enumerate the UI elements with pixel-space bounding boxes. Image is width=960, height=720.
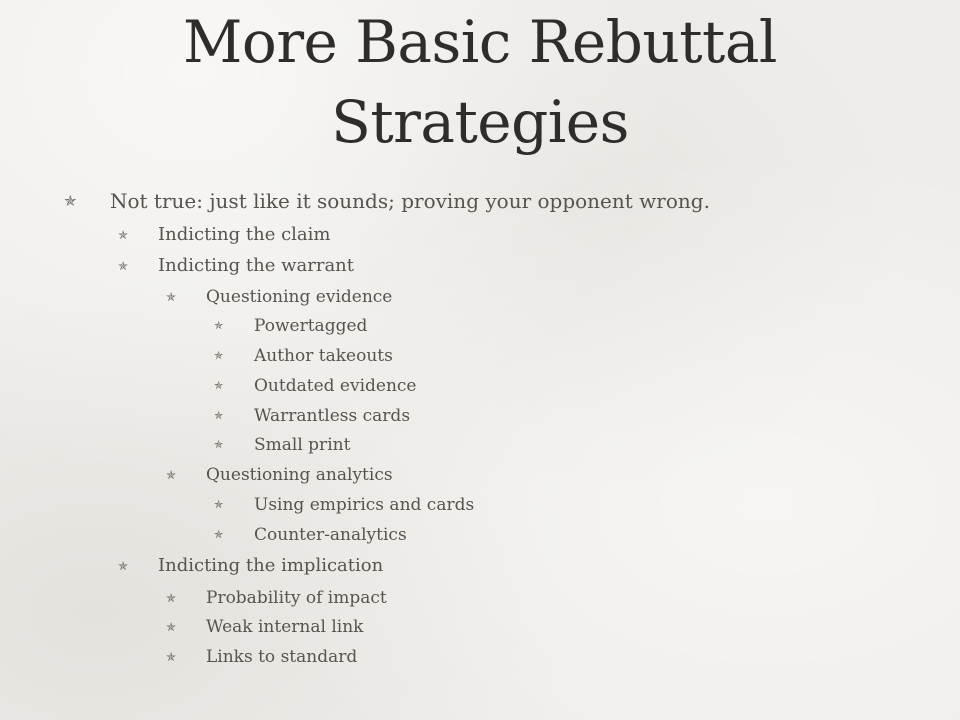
bullet-item (118, 255, 354, 277)
star-icon: ✯ (166, 468, 177, 482)
bullet-item (166, 617, 364, 637)
bullet-item (166, 465, 393, 485)
bullet-text: Indicting the warrant (158, 255, 354, 276)
bullet-text: Questioning evidence (206, 287, 393, 307)
bullet-text: Powertagged (254, 316, 368, 336)
star-icon: ✯ (166, 650, 177, 664)
bullet-text: Using empirics and cards (254, 495, 475, 515)
bullet-text: Author takeouts (254, 346, 393, 366)
star-icon: ✯ (166, 290, 177, 304)
star-icon: ✯ (214, 438, 224, 451)
bullet-item (214, 406, 411, 426)
slide-title-line-1: More Basic Rebuttal (183, 8, 777, 76)
bullet-item (64, 189, 710, 213)
bullet-item (214, 435, 351, 455)
star-icon: ✯ (64, 192, 77, 210)
bullet-text: Indicting the claim (158, 224, 331, 245)
bullet-text: Small print (254, 435, 351, 455)
bullet-item (214, 525, 407, 545)
bullet-text: Links to standard (206, 647, 358, 667)
star-icon: ✯ (166, 620, 177, 634)
star-icon: ✯ (118, 228, 129, 242)
bullet-text: Counter-analytics (254, 525, 407, 545)
slide-title-line-2: Strategies (331, 88, 629, 156)
bullet-item (214, 376, 417, 396)
star-icon: ✯ (214, 528, 224, 541)
bullet-item (118, 224, 331, 246)
star-icon: ✯ (214, 379, 224, 392)
star-icon: ✯ (118, 259, 129, 273)
bullet-text: Probability of impact (206, 588, 387, 608)
bullet-item (166, 588, 387, 608)
bullet-item (166, 647, 358, 667)
bullet-item (166, 287, 393, 307)
star-icon: ✯ (214, 349, 224, 362)
star-icon: ✯ (214, 498, 224, 511)
bullet-item (214, 495, 475, 515)
bullet-text: Not true: just like it sounds; proving your opponent wrong. (110, 189, 710, 213)
star-icon: ✯ (214, 409, 224, 422)
bullet-text: Outdated evidence (254, 376, 417, 396)
bullet-item (214, 346, 393, 366)
bullet-text: Questioning analytics (206, 465, 393, 485)
bullet-text: Warrantless cards (254, 406, 411, 426)
bullet-item (214, 316, 368, 336)
star-icon: ✯ (118, 559, 129, 573)
bullet-item (118, 555, 384, 577)
star-icon: ✯ (166, 591, 177, 605)
bullet-text: Indicting the implication (158, 555, 384, 576)
bullet-text: Weak internal link (206, 617, 364, 637)
star-icon: ✯ (214, 319, 224, 332)
